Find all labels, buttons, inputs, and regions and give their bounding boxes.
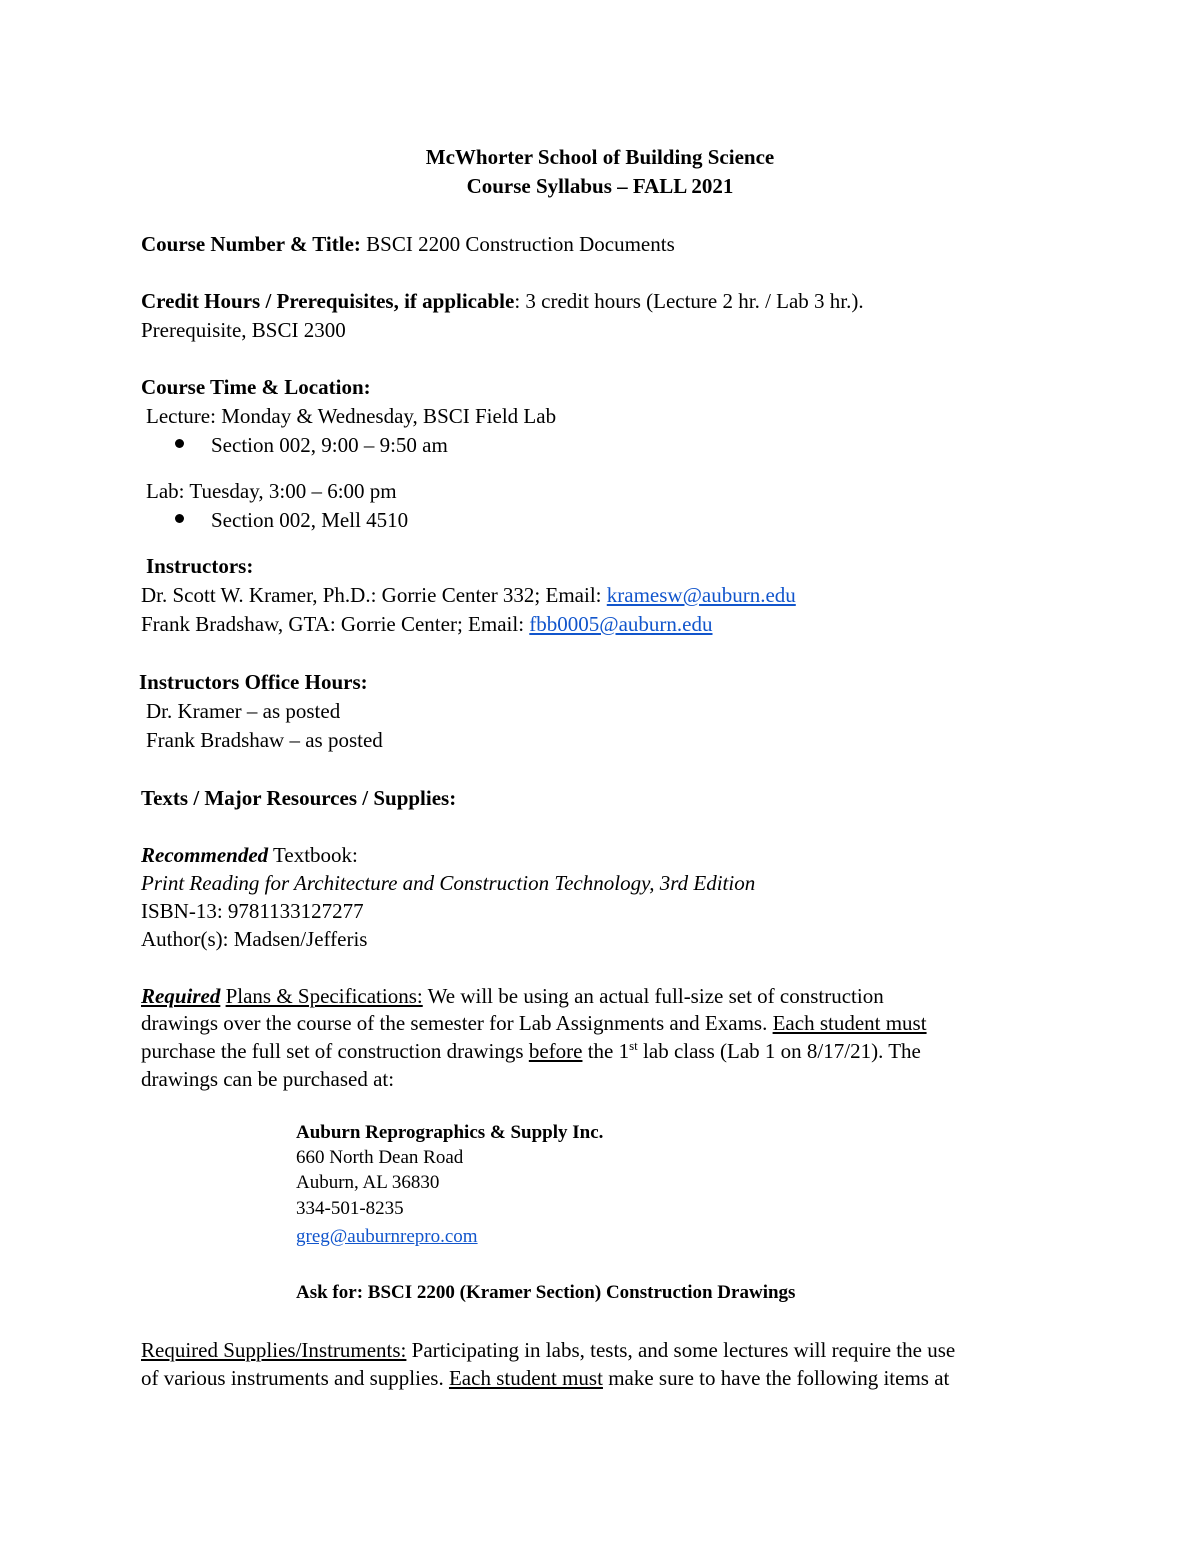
textbook-title: Print Reading for Architecture and Construction Technology, 3rd Edition bbox=[141, 871, 756, 895]
time-location-label: Course Time & Location: bbox=[141, 375, 371, 399]
credit-hours-value: : 3 credit hours (Lecture 2 hr. / Lab 3 hr.). bbox=[514, 289, 864, 313]
plans-text-2: drawings over the course of the semester for Lab Assignments and Exams. bbox=[141, 1011, 773, 1035]
prerequisite-text: Prerequisite, BSCI 2300 bbox=[141, 318, 346, 342]
lecture-text: Lecture: Monday & Wednesday, BSCI Field Lab bbox=[146, 404, 557, 428]
vendor-name: Auburn Reprographics & Supply Inc. bbox=[296, 1122, 604, 1143]
supplies-line-1 bbox=[141, 1338, 955, 1362]
school-title: McWhorter School of Building Science bbox=[425, 145, 775, 169]
credit-hours-line bbox=[141, 289, 864, 313]
vendor-email-link[interactable]: greg@auburnrepro.com bbox=[296, 1226, 478, 1247]
credit-hours-label: Credit Hours / Prerequisites, if applicable bbox=[141, 289, 515, 313]
recommended-label: Recommended bbox=[141, 843, 269, 867]
office-hours-label: Instructors Office Hours: bbox=[139, 670, 368, 694]
kramer-text: Dr. Scott W. Kramer, Ph.D.: Gorrie Center 332; Email: bbox=[141, 583, 607, 607]
lecture-section: Section 002, 9:00 – 9:50 am bbox=[211, 433, 448, 457]
lab-section: Section 002, Mell 4510 bbox=[211, 508, 409, 532]
before-emphasis: before bbox=[528, 1039, 583, 1063]
plans-emphasis: Each student must bbox=[772, 1011, 927, 1035]
bullet-icon bbox=[175, 439, 184, 448]
course-number-line bbox=[141, 232, 675, 256]
required-plans-line-3 bbox=[141, 1039, 921, 1063]
instructors-label: Instructors: bbox=[146, 554, 254, 578]
required-label: Required bbox=[141, 984, 221, 1008]
bullet-icon bbox=[175, 514, 184, 523]
supplies-text-2b: make sure to have the following items at bbox=[602, 1366, 950, 1390]
office-hours-bradshaw: Frank Bradshaw – as posted bbox=[146, 728, 383, 752]
syllabus-title: Course Syllabus – FALL 2021 bbox=[466, 174, 734, 198]
textbook-isbn: ISBN-13: 9781133127277 bbox=[141, 899, 364, 923]
course-number-value: BSCI 2200 Construction Documents bbox=[360, 232, 675, 256]
vendor-ask: Ask for: BSCI 2200 (Kramer Section) Construction Drawings bbox=[296, 1282, 796, 1303]
ordinal-suffix: st bbox=[629, 1038, 638, 1053]
plans-text-1: We will be using an actual full-size set of construction bbox=[422, 984, 884, 1008]
textbook-label: Textbook: bbox=[268, 843, 358, 867]
plans-text-3c: lab class (Lab 1 on 8/17/21). The bbox=[637, 1039, 921, 1063]
plans-specs-label: Plans & Specifications: bbox=[225, 984, 423, 1008]
supplies-line-2 bbox=[141, 1366, 949, 1390]
lab-text: Lab: Tuesday, 3:00 – 6:00 pm bbox=[146, 479, 397, 503]
office-hours-kramer: Dr. Kramer – as posted bbox=[146, 699, 341, 723]
bradshaw-text: Frank Bradshaw, GTA: Gorrie Center; Email: bbox=[141, 612, 530, 636]
supplies-text-2a: of various instruments and supplies. bbox=[141, 1366, 449, 1390]
vendor-street: 660 North Dean Road bbox=[296, 1147, 464, 1168]
plans-text-3b: the 1 bbox=[582, 1039, 630, 1063]
required-plans-line-4: drawings can be purchased at: bbox=[141, 1067, 395, 1091]
supplies-emphasis: Each student must bbox=[448, 1366, 603, 1390]
supplies-label: Required Supplies/Instruments: bbox=[141, 1338, 407, 1362]
kramer-line bbox=[141, 583, 796, 607]
required-plans-line-2 bbox=[141, 1011, 927, 1035]
course-number-label: Course Number & Title: bbox=[141, 232, 361, 256]
bradshaw-email-link[interactable]: fbb0005@auburn.edu bbox=[529, 612, 713, 636]
textbook-authors: Author(s): Madsen/Jefferis bbox=[141, 927, 368, 951]
supplies-text-1: Participating in labs, tests, and some lectures will require the use bbox=[406, 1338, 956, 1362]
plans-text-3a: purchase the full set of construction drawings bbox=[141, 1039, 529, 1063]
texts-label: Texts / Major Resources / Supplies: bbox=[141, 786, 457, 810]
textbook-line bbox=[141, 843, 358, 867]
required-plans-line-1 bbox=[141, 984, 884, 1008]
kramer-email-link[interactable]: kramesw@auburn.edu bbox=[606, 583, 796, 607]
vendor-city: Auburn, AL 36830 bbox=[296, 1172, 440, 1193]
bradshaw-line bbox=[141, 612, 713, 636]
vendor-phone: 334-501-8235 bbox=[296, 1198, 404, 1219]
